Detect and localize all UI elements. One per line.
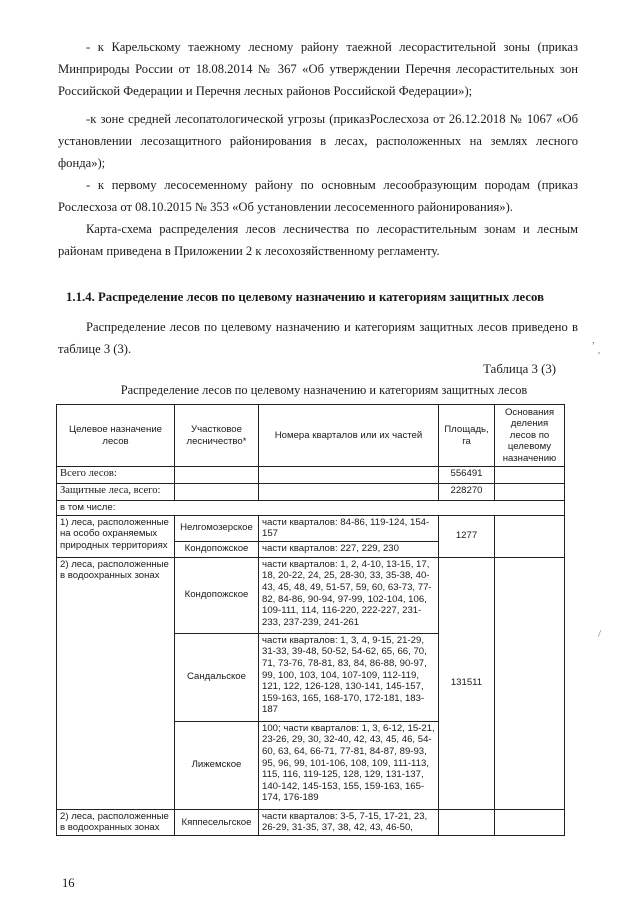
category-water-label-continued: 2) леса, расположенные в водоохранных зонах bbox=[57, 809, 175, 835]
district-cell: Сандальское bbox=[175, 633, 259, 721]
quarters-cell: части кварталов: 84-86, 119-124, 154-157 bbox=[259, 515, 439, 541]
section-heading: 1.1.4. Распределение лесов по целевому назначению и категориям защитных лесов bbox=[66, 290, 545, 304]
quarters-cell: 100; части кварталов: 1, 3, 6-12, 15-21, 23-26, 29, 30, 32-40, 42, 43, 45, 46, 54-60, 63, 64, 66-71, 77-81, 84-87, 89-93, 95, 96, 99, 101-106, 108, 109, 111-113, 115, 116, 119-125, 128, 129, 131-137, 140-142, 145-153, 155, 159-163, 165-174, 176-189 bbox=[259, 721, 439, 809]
paragraph-table-intro: Распределение лесов по целевому назначению и категориям защитных лесов приведено в таблице 3 (3). bbox=[58, 320, 578, 356]
empty-cell bbox=[495, 515, 565, 557]
table-caption: Распределение лесов по целевому назначению и категориям защитных лесов bbox=[120, 383, 528, 397]
header-area: Площадь, га bbox=[439, 405, 495, 467]
header-basis: Основания деления лесов по целевому назначению bbox=[495, 405, 565, 467]
category-ooopt-area: 1277 bbox=[439, 515, 495, 557]
empty-cell bbox=[175, 467, 259, 484]
empty-cell bbox=[495, 484, 565, 501]
empty-cell bbox=[495, 467, 565, 484]
category-water-area: 131511 bbox=[439, 557, 495, 809]
scan-mark: , bbox=[592, 334, 595, 346]
header-district: Участковое лесничество* bbox=[175, 405, 259, 467]
empty-cell bbox=[259, 467, 439, 484]
page-number: 16 bbox=[62, 876, 75, 890]
quarters-cell: части кварталов: 3-5, 7-15, 17-21, 23, 26-29, 31-35, 37, 38, 42, 43, 46-50, bbox=[259, 809, 439, 835]
empty-cell bbox=[495, 557, 565, 809]
total-label: Всего лесов: bbox=[57, 467, 175, 484]
scan-mark: ' bbox=[598, 350, 600, 362]
district-cell: Кондопожское bbox=[175, 541, 259, 557]
paragraph-seed-district: - к первому лесосеменному району по основным лесообразующим породам (приказ Рослесхоза от 08.10.2015 № 353 «Об установлении лесосеменного районирования»). bbox=[58, 178, 578, 214]
district-cell: Нелгомозерское bbox=[175, 515, 259, 541]
quarters-cell: части кварталов: 1, 2, 4-10, 13-15, 17, 18, 20-22, 24, 25, 28-30, 33, 35-38, 40-43, 45, 48, 49, 51-57, 59, 60, 63-73, 77-82, 84-86, 90-94, 97-99, 102-104, 106, 109-111, 114, 116-220, 222-227, 231-233, 237-239, 241-261 bbox=[259, 557, 439, 633]
protective-area: 228270 bbox=[439, 484, 495, 501]
quarters-cell: части кварталов: 1, 3, 4, 9-15, 21-29, 31-33, 39-48, 50-52, 54-62, 65, 66, 70, 71, 73-76, 78-81, 83, 84, 86-88, 90-97, 99, 100, 103, 104, 107-109, 112-119, 121, 122, 126-128, 130-141, 145-157, 159-163, 165, 168-170, 172-181, 183-187 bbox=[259, 633, 439, 721]
paragraph-map-reference: Карта-схема распределения лесов лесничества по лесорастительным зонам и лесным районам приведена в Приложении 2 к лесохозяйственному регламенту. bbox=[58, 222, 578, 258]
district-cell: Лижемское bbox=[175, 721, 259, 809]
protective-label: Защитные леса, всего: bbox=[57, 484, 175, 501]
forest-distribution-table bbox=[56, 404, 565, 836]
empty-cell bbox=[439, 809, 495, 835]
scan-mark: / bbox=[598, 628, 602, 640]
paragraph-forest-district: - к Карельскому таежному лесному району таежной лесорастительной зоны (приказ Минприроды России от 18.08.2014 № 367 «Об утверждении Перечня лесорастительных зон Российской Федерации и Перечня лесных районов Российской Федерации»); bbox=[58, 40, 578, 98]
table-header-row bbox=[57, 405, 565, 467]
category-water-label: 2) леса, расположенные в водоохранных зонах bbox=[57, 557, 175, 809]
category-ooopt-label: 1) леса, расположенные на особо охраняемых природных территориях bbox=[57, 515, 175, 557]
table-number-label: Таблица 3 (3) bbox=[483, 362, 556, 376]
quarters-cell: части кварталов: 227, 229, 230 bbox=[259, 541, 439, 557]
table-row-protective bbox=[57, 484, 565, 501]
table-row bbox=[57, 809, 565, 835]
table-row bbox=[57, 515, 565, 541]
header-quarters: Номера кварталов или их частей bbox=[259, 405, 439, 467]
table-row-including bbox=[57, 501, 565, 516]
empty-cell bbox=[175, 484, 259, 501]
empty-cell bbox=[495, 809, 565, 835]
table-row bbox=[57, 557, 565, 633]
district-cell: Кяппесельгское bbox=[175, 809, 259, 835]
total-area: 556491 bbox=[439, 467, 495, 484]
district-cell: Кондопожское bbox=[175, 557, 259, 633]
empty-cell bbox=[259, 484, 439, 501]
paragraph-pathology-zone: -к зоне средней лесопатологической угрозы (приказРослесхоза от 26.12.2018 № 1067 «Об установлении лесозащитного районирования в лесах, расположенных на землях лесного фонда»); bbox=[58, 112, 578, 170]
header-purpose: Целевое назначение лесов bbox=[57, 405, 175, 467]
including-label: в том числе: bbox=[57, 501, 565, 516]
table-row-total bbox=[57, 467, 565, 484]
